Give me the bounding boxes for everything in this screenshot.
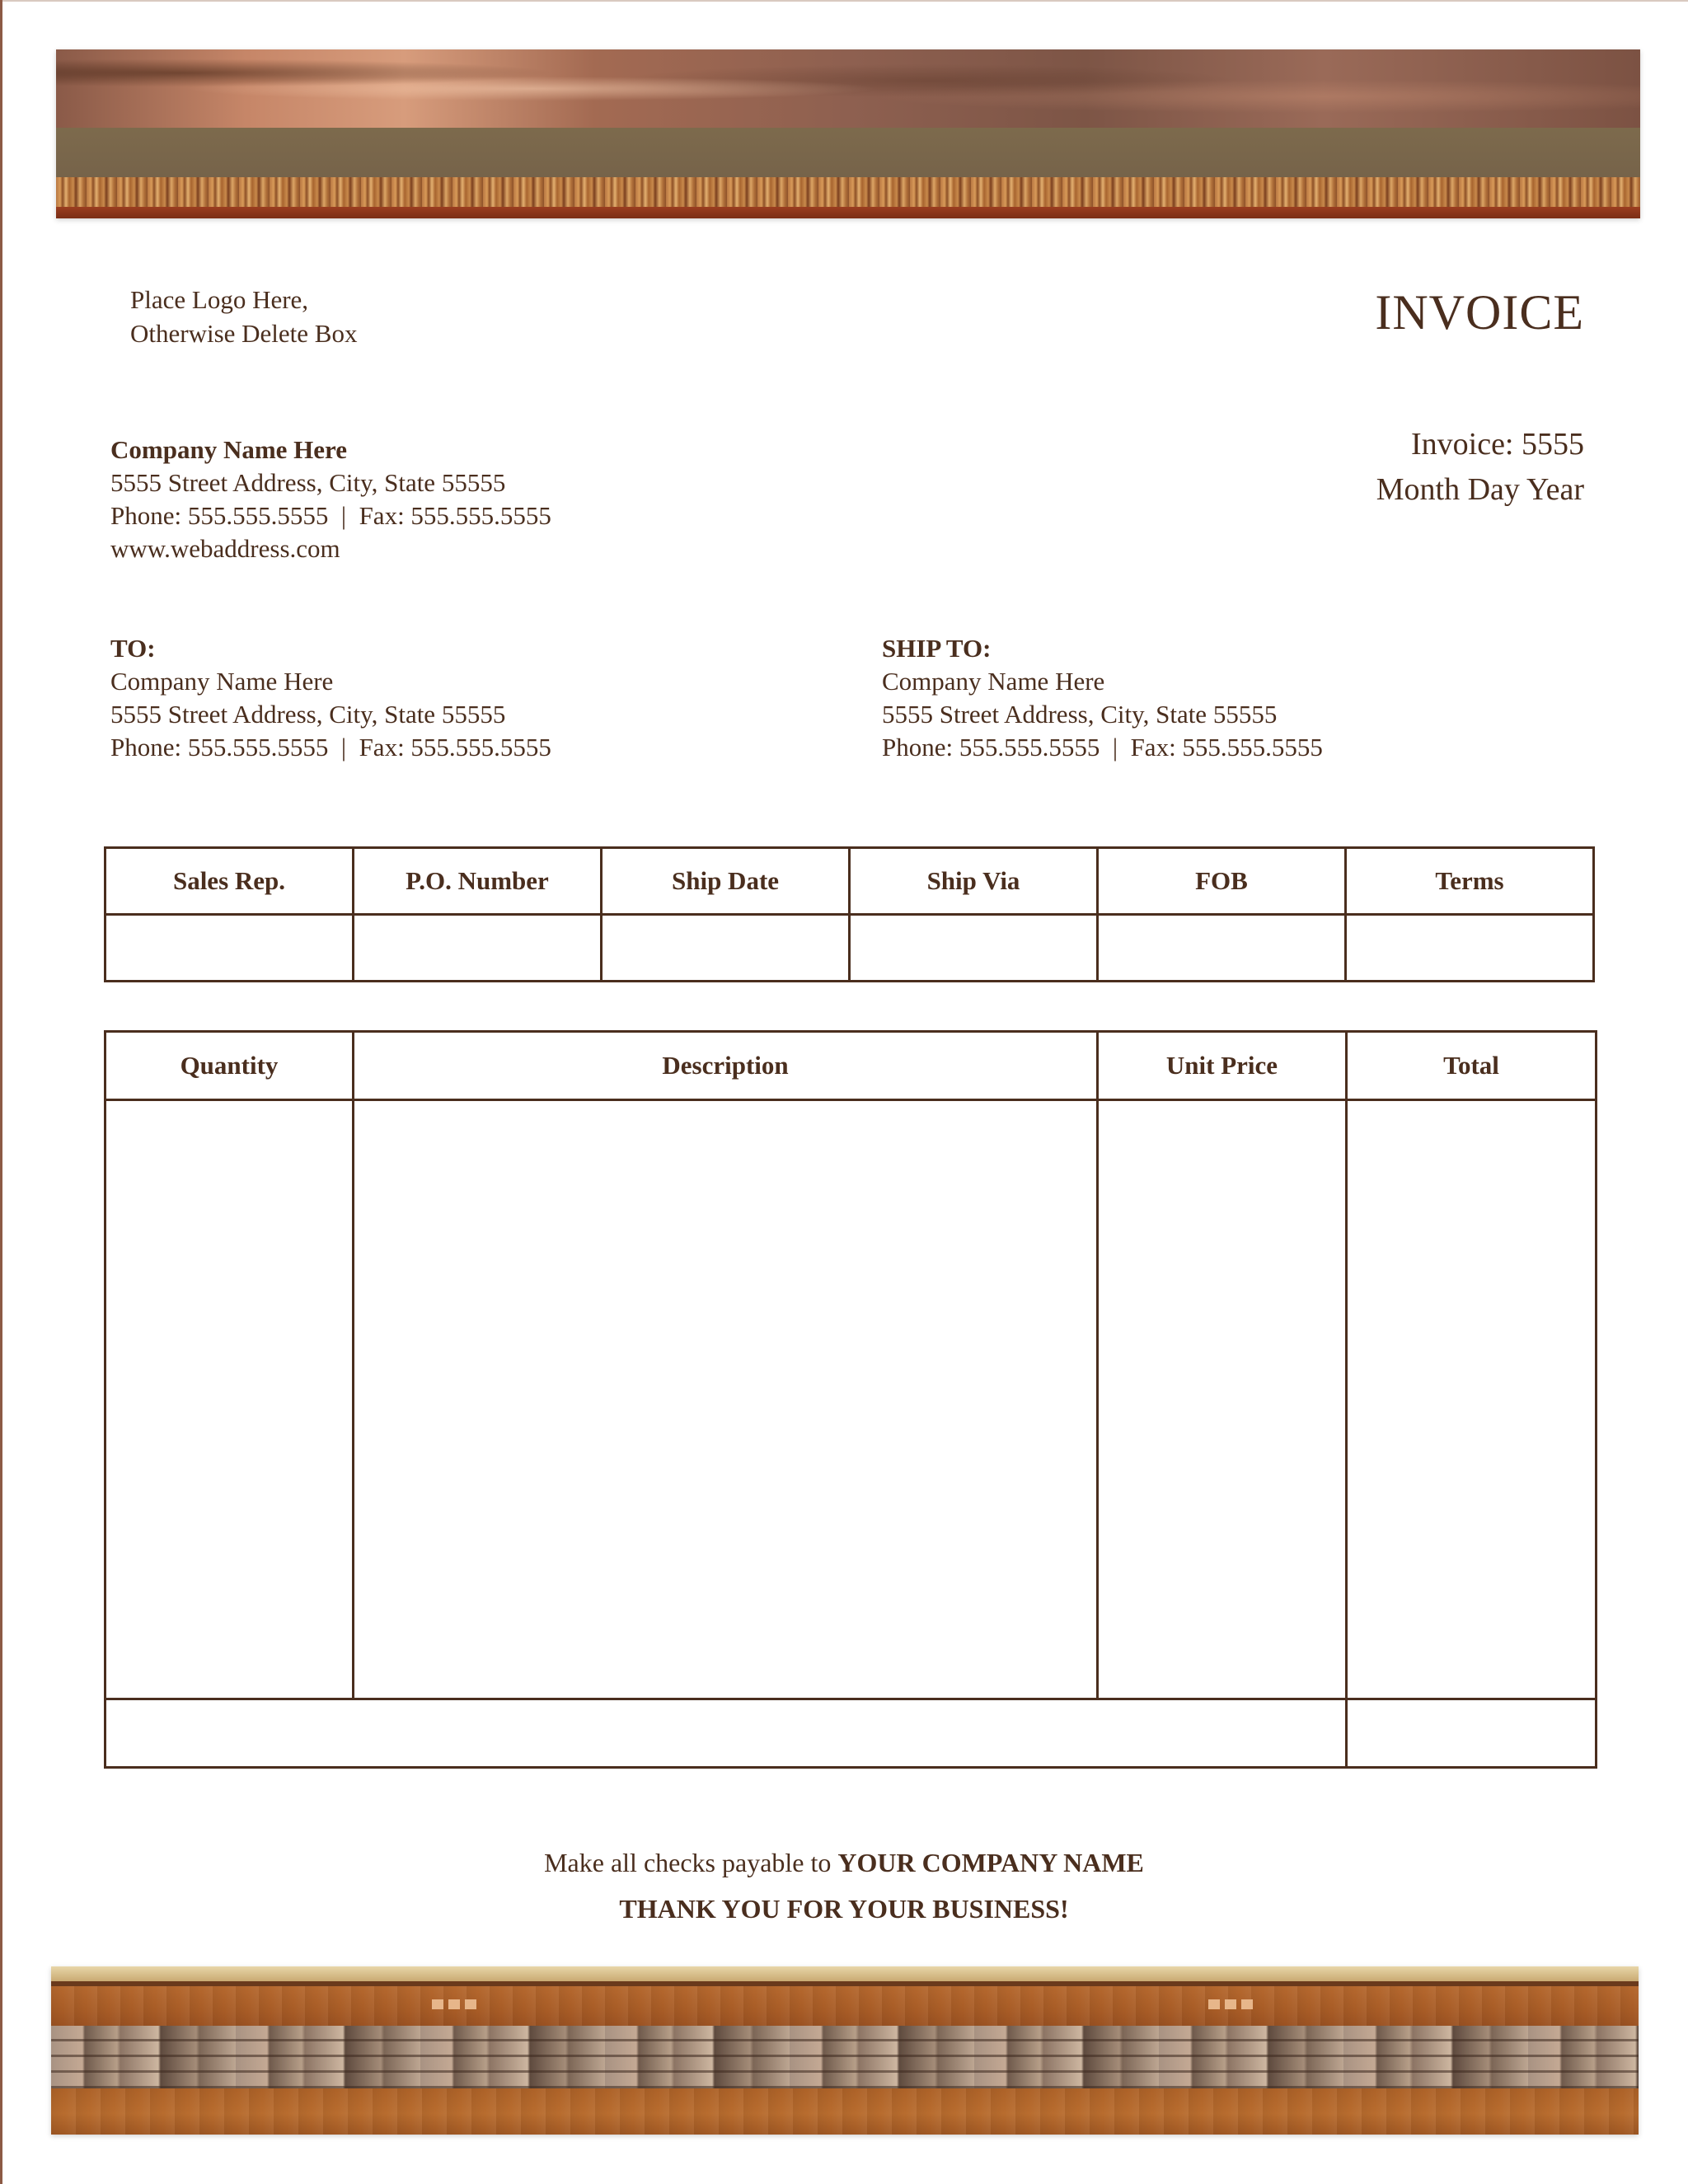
page-top-edge [0, 0, 1688, 2]
footer-banner-cream-band [51, 1966, 1639, 1981]
header-banner-red-band [56, 207, 1640, 218]
header-fob: FOB [1098, 848, 1346, 915]
bill-to-block [110, 632, 551, 764]
header-banner-copper-band [56, 49, 1640, 128]
bill-to-label: TO: [110, 634, 156, 663]
footer-banner [51, 1966, 1639, 2135]
bill-to-address: 5555 Street Address, City, State 55555 [110, 700, 506, 729]
ship-via-cell[interactable] [850, 915, 1098, 982]
header-unit-price: Unit Price [1098, 1032, 1347, 1100]
grand-total-label-cell [106, 1699, 1347, 1768]
logo-placeholder [130, 283, 357, 350]
sales-rep-cell[interactable] [106, 915, 354, 982]
dot-icon [1208, 1999, 1220, 2009]
invoice-title: INVOICE [1375, 285, 1584, 340]
description-column-cell[interactable] [354, 1100, 1098, 1699]
invoice-date: Month Day Year [1376, 472, 1584, 507]
quantity-column-cell[interactable] [106, 1100, 354, 1699]
footer-banner-stone-wall [51, 2026, 1639, 2088]
footer-banner-dots-right [1208, 1999, 1253, 2009]
from-web: www.webaddress.com [110, 534, 340, 563]
invoice-number: Invoice: 5555 [1410, 427, 1584, 462]
total-column-cell[interactable] [1347, 1100, 1597, 1699]
bill-to-company: Company Name Here [110, 667, 334, 696]
header-quantity: Quantity [106, 1032, 354, 1100]
line-items-table [104, 1030, 1597, 1769]
header-sales-rep: Sales Rep. [106, 848, 354, 915]
header-banner-olive-band [56, 128, 1640, 177]
logo-placeholder-line-2: Otherwise Delete Box [130, 319, 358, 348]
grand-total-value-cell[interactable] [1347, 1699, 1597, 1768]
header-banner-wood-strip [56, 177, 1640, 207]
footer-banner-dots-left [432, 1999, 476, 2009]
unit-price-column-cell[interactable] [1098, 1100, 1347, 1699]
grand-total-row [106, 1699, 1597, 1768]
header-description: Description [354, 1032, 1098, 1100]
dot-icon [432, 1999, 443, 2009]
from-address: 5555 Street Address, City, State 55555 [110, 468, 506, 497]
order-info-header-row [106, 848, 1594, 915]
payable-note [0, 1848, 1688, 1878]
payable-company: YOUR COMPANY NAME [837, 1848, 1144, 1877]
footer-banner-wood-bottom [51, 2088, 1639, 2135]
dot-icon [465, 1999, 476, 2009]
from-phone-fax: Phone: 555.555.5555 | Fax: 555.555.5555 [110, 501, 551, 530]
fob-cell[interactable] [1098, 915, 1346, 982]
ship-to-address: 5555 Street Address, City, State 55555 [882, 700, 1278, 729]
dot-icon [448, 1999, 460, 2009]
footer-banner-wood-top [51, 1986, 1639, 2026]
header-ship-date: Ship Date [602, 848, 850, 915]
payable-prefix: Make all checks payable to [544, 1848, 838, 1877]
from-company: Company Name Here [110, 435, 347, 464]
line-items-header-row [106, 1032, 1597, 1100]
invoice-meta [1376, 422, 1584, 513]
header-total: Total [1347, 1032, 1597, 1100]
ship-date-cell[interactable] [602, 915, 850, 982]
logo-placeholder-line-1: Place Logo Here, [130, 285, 309, 314]
ship-to-company: Company Name Here [882, 667, 1105, 696]
from-block [110, 434, 551, 565]
ship-to-phone-fax: Phone: 555.555.5555 | Fax: 555.555.5555 [882, 733, 1323, 762]
terms-cell[interactable] [1346, 915, 1594, 982]
bill-to-phone-fax: Phone: 555.555.5555 | Fax: 555.555.5555 [110, 733, 551, 762]
order-info-table [104, 846, 1595, 982]
ship-to-label: SHIP TO: [882, 634, 992, 663]
dot-icon [1241, 1999, 1253, 2009]
ship-to-block [882, 632, 1323, 764]
header-banner [56, 49, 1640, 218]
dot-icon [1225, 1999, 1236, 2009]
thank-you-note: THANK YOU FOR YOUR BUSINESS! [619, 1894, 1069, 1924]
header-terms: Terms [1346, 848, 1594, 915]
order-info-value-row [106, 915, 1594, 982]
header-po-number: P.O. Number [354, 848, 602, 915]
line-items-body-row [106, 1100, 1597, 1699]
po-number-cell[interactable] [354, 915, 602, 982]
header-ship-via: Ship Via [850, 848, 1098, 915]
